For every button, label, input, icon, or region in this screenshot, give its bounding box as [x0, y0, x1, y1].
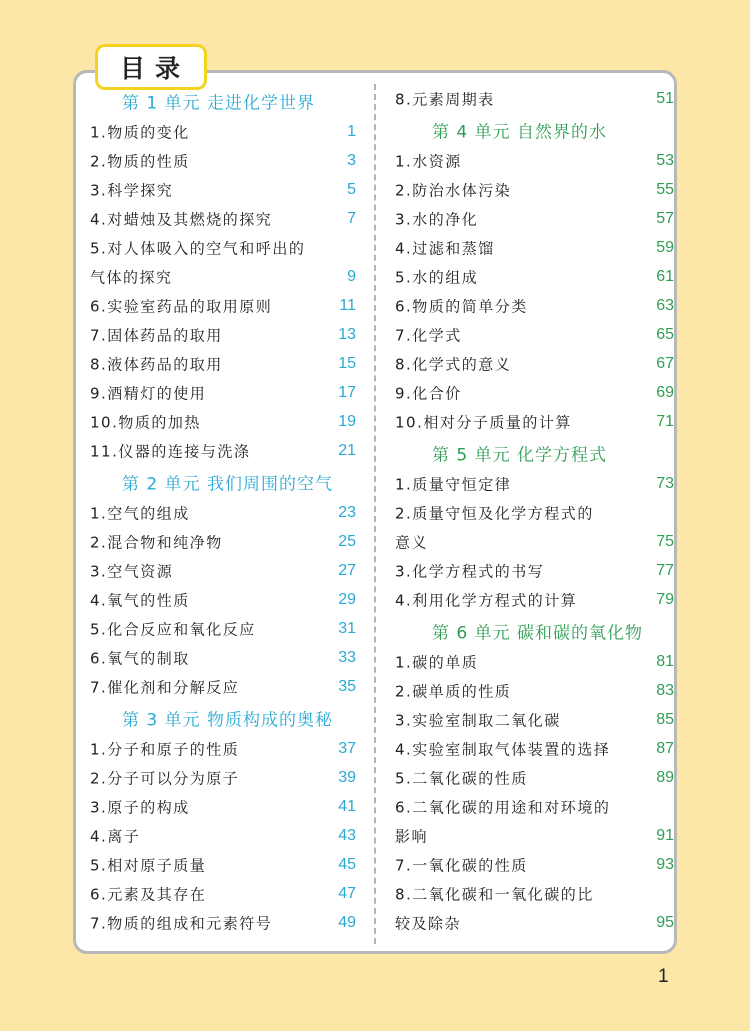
- toc-entry-title: 2.分子可以分为原子: [90, 769, 240, 787]
- toc-entry-page: 11: [339, 296, 356, 314]
- toc-entry[interactable]: [395, 821, 685, 850]
- unit-heading-text: 第 1 单元 走进化学世界: [122, 93, 316, 113]
- toc-entry[interactable]: [90, 792, 380, 821]
- toc-right-column: [395, 84, 685, 937]
- toc-entry[interactable]: [395, 233, 685, 262]
- toc-entry[interactable]: [90, 175, 380, 204]
- toc-entry-page: 5: [347, 180, 356, 198]
- toc-entry-title: 4.氧气的性质: [90, 591, 190, 609]
- toc-entry[interactable]: [395, 734, 685, 763]
- unit-heading-text: 第 5 单元 化学方程式: [432, 445, 608, 465]
- toc-entry-title: 6.物质的简单分类: [395, 297, 528, 315]
- toc-entry-title: 1.分子和原子的性质: [90, 740, 240, 758]
- unit-heading-text: 第 3 单元 物质构成的奥秘: [122, 710, 334, 730]
- toc-entry-page: 55: [656, 180, 674, 198]
- toc-entry[interactable]: [395, 349, 685, 378]
- toc-entry[interactable]: [395, 320, 685, 349]
- toc-entry-page: 37: [338, 739, 356, 757]
- toc-entry-title: 8.化学式的意义: [395, 355, 512, 373]
- toc-entry-title: 6.二氧化碳的用途和对环境的: [395, 798, 611, 816]
- toc-entry[interactable]: [90, 407, 380, 436]
- toc-entry-page: 13: [338, 325, 356, 343]
- toc-entry-page: 69: [656, 383, 674, 401]
- toc-entry-title: 5.水的组成: [395, 268, 479, 286]
- toc-entry[interactable]: [90, 850, 380, 879]
- toc-entry-title: 8.二氧化碳和一氧化碳的比: [395, 885, 594, 903]
- toc-entry-page: 43: [338, 826, 356, 844]
- toc-entry[interactable]: [395, 378, 685, 407]
- toc-entry-page: 93: [656, 855, 674, 873]
- toc-entry-page: 63: [656, 296, 674, 314]
- toc-entry[interactable]: [395, 498, 685, 527]
- toc-entry-title: 7.物质的组成和元素符号: [90, 914, 273, 932]
- toc-entry-page: 3: [347, 151, 356, 169]
- toc-entry-title: 11.仪器的连接与洗涤: [90, 442, 251, 460]
- toc-entry-page: 17: [338, 383, 356, 401]
- toc-entry[interactable]: [90, 821, 380, 850]
- toc-entry[interactable]: [395, 527, 685, 556]
- toc-entry-title: 4.离子: [90, 827, 141, 845]
- toc-entry[interactable]: [90, 763, 380, 792]
- toc-entry[interactable]: [90, 204, 380, 233]
- toc-entry-title: 10.相对分子质量的计算: [395, 413, 572, 431]
- toc-entry-page: 85: [656, 710, 674, 728]
- toc-title: 目录: [95, 44, 207, 90]
- toc-entry-title: 1.物质的变化: [90, 123, 190, 141]
- toc-entry-page: 41: [338, 797, 356, 815]
- toc-entry-page: 29: [338, 590, 356, 608]
- toc-entry-title: 9.酒精灯的使用: [90, 384, 207, 402]
- toc-entry[interactable]: [395, 469, 685, 498]
- toc-entry-title: 5.相对原子质量: [90, 856, 207, 874]
- toc-entry-title: 7.化学式: [395, 326, 462, 344]
- toc-entry[interactable]: [395, 585, 685, 614]
- toc-entry[interactable]: [395, 556, 685, 585]
- toc-entry[interactable]: [395, 908, 685, 937]
- toc-entry[interactable]: [90, 436, 380, 465]
- toc-entry-title: 5.对人体吸入的空气和呼出的: [90, 239, 306, 257]
- toc-entry-title: 2.碳单质的性质: [395, 682, 512, 700]
- toc-entry[interactable]: [395, 84, 685, 113]
- toc-entry-page: 87: [656, 739, 674, 757]
- toc-entry[interactable]: [395, 879, 685, 908]
- toc-entry[interactable]: [90, 643, 380, 672]
- unit-heading: [90, 701, 380, 734]
- toc-entry-title: 4.对蜡烛及其燃烧的探究: [90, 210, 273, 228]
- toc-entry-page: 59: [656, 238, 674, 256]
- toc-entry-page: 19: [338, 412, 356, 430]
- toc-entry[interactable]: [395, 763, 685, 792]
- page-number: 1: [658, 966, 669, 987]
- toc-entry-page: 47: [338, 884, 356, 902]
- toc-entry-title: 3.原子的构成: [90, 798, 190, 816]
- toc-entry-title: 7.催化剂和分解反应: [90, 678, 240, 696]
- toc-entry-page: 39: [338, 768, 356, 786]
- toc-entry[interactable]: [395, 407, 685, 436]
- toc-entry-title: 1.水资源: [395, 152, 462, 170]
- toc-entry[interactable]: [90, 233, 380, 262]
- toc-entry[interactable]: [90, 349, 380, 378]
- toc-entry[interactable]: [90, 672, 380, 701]
- toc-entry[interactable]: [90, 879, 380, 908]
- toc-entry-title: 意义: [395, 533, 429, 551]
- toc-entry[interactable]: [395, 647, 685, 676]
- toc-entry[interactable]: [395, 146, 685, 175]
- toc-entry-page: 91: [656, 826, 674, 844]
- unit-heading-text: 第 6 单元 碳和碳的氧化物: [432, 623, 644, 643]
- toc-entry-title: 4.过滤和蒸馏: [395, 239, 495, 257]
- toc-entry[interactable]: [395, 262, 685, 291]
- toc-entry-page: 77: [656, 561, 674, 579]
- toc-entry-title: 3.科学探究: [90, 181, 174, 199]
- toc-entry-title: 1.空气的组成: [90, 504, 190, 522]
- toc-entry-title: 7.一氧化碳的性质: [395, 856, 528, 874]
- toc-entry[interactable]: [395, 705, 685, 734]
- toc-entry-title: 气体的探究: [90, 268, 173, 286]
- unit-heading-text: 第 4 单元 自然界的水: [432, 122, 608, 142]
- toc-entry-page: 23: [338, 503, 356, 521]
- toc-entry-page: 71: [656, 412, 674, 430]
- toc-entry-title: 3.实验室制取二氧化碳: [395, 711, 561, 729]
- toc-entry-title: 6.元素及其存在: [90, 885, 207, 903]
- toc-entry-title: 3.水的净化: [395, 210, 479, 228]
- toc-entry-page: 75: [656, 532, 674, 550]
- toc-entry-title: 2.物质的性质: [90, 152, 190, 170]
- toc-entry-page: 1: [347, 122, 356, 140]
- toc-entry[interactable]: [90, 320, 380, 349]
- toc-entry-title: 4.实验室制取气体装置的选择: [395, 740, 611, 758]
- toc-entry[interactable]: [90, 556, 380, 585]
- toc-entry[interactable]: [90, 908, 380, 937]
- toc-entry[interactable]: [90, 117, 380, 146]
- toc-entry-page: 21: [338, 441, 356, 459]
- toc-entry[interactable]: [90, 498, 380, 527]
- unit-heading: [395, 614, 685, 647]
- toc-entry-page: 15: [338, 354, 356, 372]
- toc-entry-page: 95: [656, 913, 674, 931]
- toc-entry[interactable]: [90, 614, 380, 643]
- unit-heading: [395, 113, 685, 146]
- toc-entry-page: 67: [656, 354, 674, 372]
- toc-entry[interactable]: [90, 378, 380, 407]
- toc-entry-page: 83: [656, 681, 674, 699]
- toc-entry-title: 较及除杂: [395, 914, 462, 932]
- unit-heading: [90, 84, 380, 117]
- toc-entry[interactable]: [90, 585, 380, 614]
- toc-entry-page: 79: [656, 590, 674, 608]
- toc-entry[interactable]: [90, 291, 380, 320]
- toc-entry-page: 65: [656, 325, 674, 343]
- toc-entry-title: 6.实验室药品的取用原则: [90, 297, 273, 315]
- toc-entry-title: 1.碳的单质: [395, 653, 479, 671]
- toc-entry-page: 7: [347, 209, 356, 227]
- toc-entry-page: 51: [656, 89, 674, 107]
- toc-entry[interactable]: [395, 676, 685, 705]
- unit-heading-text: 第 2 单元 我们周围的空气: [122, 474, 334, 494]
- toc-entry-page: 25: [338, 532, 356, 550]
- toc-entry[interactable]: [90, 734, 380, 763]
- toc-entry-title: 5.二氧化碳的性质: [395, 769, 528, 787]
- toc-entry-title: 2.混合物和纯净物: [90, 533, 223, 551]
- toc-entry-title: 9.化合价: [395, 384, 462, 402]
- toc-entry-page: 35: [338, 677, 356, 695]
- toc-entry[interactable]: [395, 850, 685, 879]
- toc-entry-page: 27: [338, 561, 356, 579]
- toc-entry[interactable]: [395, 175, 685, 204]
- unit-heading: [90, 465, 380, 498]
- toc-entry-title: 5.化合反应和氧化反应: [90, 620, 256, 638]
- toc-entry-page: 81: [656, 652, 674, 670]
- toc-entry-page: 45: [338, 855, 356, 873]
- toc-entry-title: 7.固体药品的取用: [90, 326, 223, 344]
- toc-entry-title: 2.防治水体污染: [395, 181, 512, 199]
- toc-entry[interactable]: [395, 291, 685, 320]
- toc-entry-title: 6.氧气的制取: [90, 649, 190, 667]
- unit-heading: [395, 436, 685, 469]
- toc-entry[interactable]: [90, 527, 380, 556]
- toc-entry-title: 1.质量守恒定律: [395, 475, 512, 493]
- toc-entry-page: 89: [656, 768, 674, 786]
- toc-entry-title: 3.化学方程式的书写: [395, 562, 545, 580]
- toc-entry[interactable]: [395, 204, 685, 233]
- toc-entry-title: 3.空气资源: [90, 562, 174, 580]
- toc-entry-title: 影响: [395, 827, 429, 845]
- toc-entry[interactable]: [90, 146, 380, 175]
- toc-entry-title: 2.质量守恒及化学方程式的: [395, 504, 594, 522]
- toc-entry-title: 8.液体药品的取用: [90, 355, 223, 373]
- toc-entry-title: 10.物质的加热: [90, 413, 201, 431]
- toc-entry-page: 9: [347, 267, 356, 285]
- toc-entry-page: 57: [656, 209, 674, 227]
- toc-entry-page: 49: [338, 913, 356, 931]
- toc-entry-title: 4.利用化学方程式的计算: [395, 591, 578, 609]
- toc-entry-page: 61: [656, 267, 674, 285]
- toc-entry-page: 31: [338, 619, 356, 637]
- toc-entry[interactable]: [90, 262, 380, 291]
- toc-entry[interactable]: [395, 792, 685, 821]
- toc-entry-page: 73: [656, 474, 674, 492]
- toc-entry-title: 8.元素周期表: [395, 90, 495, 108]
- toc-entry-page: 33: [338, 648, 356, 666]
- toc-left-column: [90, 84, 380, 937]
- toc-entry-page: 53: [656, 151, 674, 169]
